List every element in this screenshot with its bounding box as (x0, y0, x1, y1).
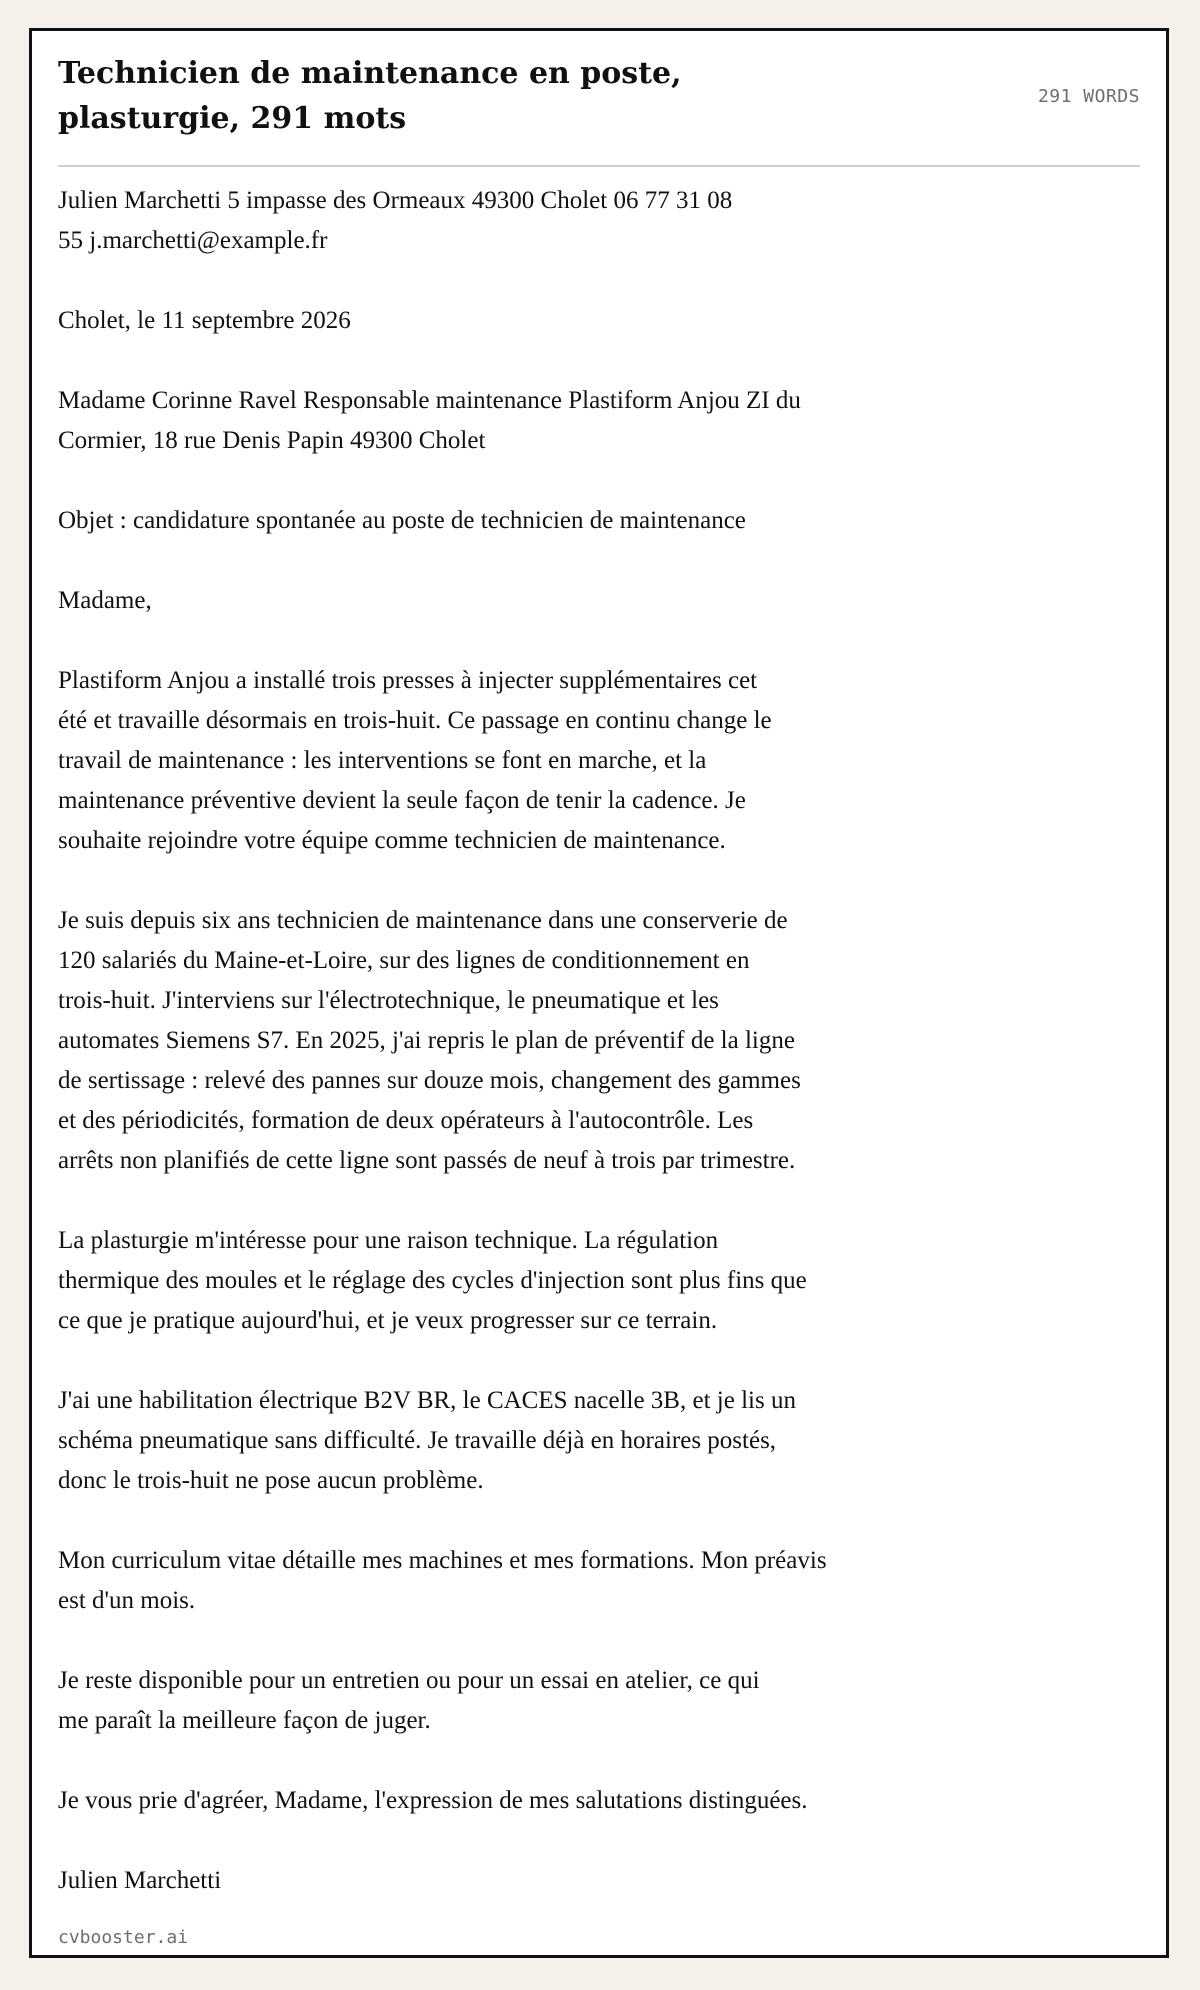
salutation: Madame, (58, 587, 152, 614)
signature: Julien Marchetti (58, 1867, 222, 1894)
letter-card (29, 28, 1169, 1958)
body-paragraph-1: Plastiform Anjou a installé trois presses à injecter supplémentaires cet été et travaille désormais en trois-huit. Ce passage en continu change le travail de maintenance : les interventions se font en marche, et la maintenance préventive devient la seule façon de tenir la cadence. Je souhaite rejoindre votre équipe comme technicien de maintenance. (58, 667, 772, 854)
body-paragraph-4: J'ai une habilitation électrique B2V BR, le CACES nacelle 3B, et je lis un schéma pneumatique sans difficulté. Je travaille déjà en horaires postés, donc le trois-huit ne pose aucun problème. (58, 1387, 796, 1494)
body-paragraph-6: Je reste disponible pour un entretien ou pour un essai en atelier, ce qui me paraît la meilleure façon de juger. (58, 1667, 760, 1734)
body-paragraph-5: Mon curriculum vitae détaille mes machines et mes formations. Mon préavis est d'un mois. (58, 1547, 827, 1614)
document-title: Technicien de maintenance en poste, plasturgie, 291 mots (58, 56, 682, 136)
body-paragraph-2: Je suis depuis six ans technicien de maintenance dans une conserverie de 120 salariés du Maine-et-Loire, sur des lignes de conditionnement en trois-huit. J'interviens sur l'électrotechnique, le pneumatique et les automates Siemens S7. En 2025, j'ai repris le plan de préventif de la ligne de sertissage : relevé des pannes sur douze mois, changement des gammes et des périodicités, formation de deux opérateurs à l'autocontrôle. Les arrêts non planifiés de cette ligne sont passés de neuf à trois par trimestre. (58, 907, 801, 1174)
letter-subject: Objet : candidature spontanée au poste de technicien de maintenance (58, 507, 746, 534)
place-date: Cholet, le 11 septembre 2026 (58, 307, 351, 334)
closing-formula: Je vous prie d'agréer, Madame, l'expression de mes salutations distinguées. (58, 1787, 808, 1814)
word-count-badge: 291 WORDS (1037, 86, 1140, 107)
letter-body (58, 181, 1140, 1901)
body-paragraph-3: La plasturgie m'intéresse pour une raison technique. La régulation thermique des moules et le réglage des cycles d'injection sont plus fins que ce que je pratique aujourd'hui, et je veux progresser sur ce terrain. (58, 1227, 807, 1334)
document-header (58, 51, 1140, 167)
sender-block: Julien Marchetti 5 impasse des Ormeaux 49300 Cholet 06 77 31 08 55 j.marchetti@example.fr (58, 187, 733, 254)
footer-brand: cvbooster.ai (58, 1927, 189, 1948)
recipient-block: Madame Corinne Ravel Responsable maintenance Plastiform Anjou ZI du Cormier, 18 rue Denis Papin 49300 Cholet (58, 387, 801, 454)
